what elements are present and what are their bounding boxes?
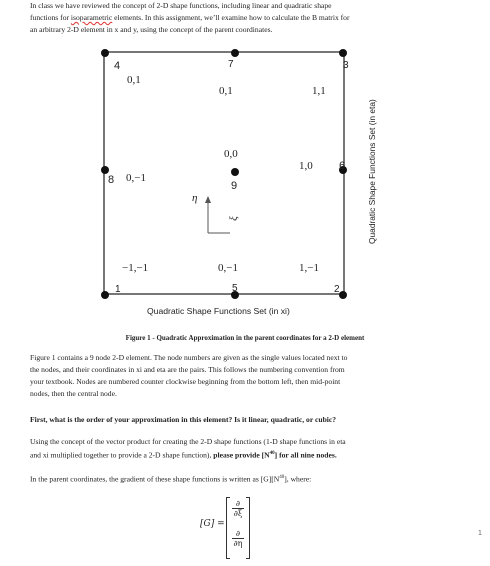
matrix-bracket bbox=[226, 497, 250, 559]
node-number-8: 8 bbox=[108, 174, 115, 186]
shape-function-request-end: ] for all nine nodes. bbox=[274, 450, 337, 460]
intro-line-2 bbox=[30, 12, 458, 24]
shape-function-superscript: 40 bbox=[269, 451, 275, 456]
x-axis-title: Quadratic Shape Functions Set (in xi) bbox=[147, 306, 290, 316]
y-axis-title: Quadratic Shape Functions Set (in eta) bbox=[367, 99, 377, 244]
gradient-superscript: 40 bbox=[279, 475, 285, 480]
matrix-entry-xi bbox=[227, 499, 249, 518]
node-number-6: 6 bbox=[339, 160, 346, 172]
coord-node-9: 0,0 bbox=[224, 148, 238, 160]
shape-function-line-1: Using the concept of the vector product for creating the 2-D shape functions (1-D shape functions in eta bbox=[30, 437, 346, 446]
matrix-entry-eta bbox=[227, 529, 249, 548]
question-order: First, what is the order of your approximation in this element? Is it linear, quadratic, or cubic? bbox=[30, 415, 337, 424]
eta-symbol: η bbox=[192, 192, 198, 204]
node-2-marker bbox=[339, 291, 347, 299]
node-number-9: 9 bbox=[231, 180, 238, 192]
partial-eta-numerator: ∂ bbox=[235, 529, 241, 538]
intro-line-1: In class we have reviewed the concept of 2-D shape functions, including linear and quadratic shape bbox=[30, 1, 332, 10]
eta-axis-arrow bbox=[205, 196, 211, 203]
coord-node-3: 1,1 bbox=[312, 85, 326, 97]
description-line-4: nodes, then the central node. bbox=[30, 389, 117, 398]
matrix-lhs: [G] = bbox=[200, 519, 225, 529]
node-number-2: 2 bbox=[334, 284, 340, 295]
gradient-paragraph bbox=[30, 472, 458, 486]
shape-function-line-2-start: and xi multiplied together to provide a 2-D shape function), bbox=[30, 450, 214, 460]
description-line-1: Figure 1 contains a 9 node 2-D element. The node numbers are given as the single values located next to bbox=[30, 353, 348, 362]
coord-node-1: −1,−1 bbox=[122, 262, 149, 274]
coord-node-5: 0,−1 bbox=[218, 262, 238, 274]
node-number-4: 4 bbox=[114, 60, 121, 72]
coord-node-7: 0,1 bbox=[219, 85, 233, 97]
intro-line-3: an arbitrary 2-D element in x and y, using the concept of the parent coordinates. bbox=[30, 25, 273, 34]
coord-node-8: 0,−1 bbox=[126, 172, 146, 184]
coord-node-6: 1,0 bbox=[299, 160, 313, 172]
shape-function-line-2 bbox=[30, 448, 458, 462]
gradient-text: In the parent coordinates, the gradient of these shape functions is written as [G][N bbox=[30, 474, 280, 484]
partial-xi-denominator: ∂ξ bbox=[233, 509, 243, 518]
shape-function-paragraph bbox=[30, 436, 458, 462]
node-3-marker bbox=[339, 49, 347, 57]
figure-caption: Figure 1 - Quadratic Approximation in the parent coordinates for a 2-D element bbox=[125, 334, 365, 342]
description-line-2: the nodes, and their coordinates in xi and eta are the pairs. This follows the numbering convention from bbox=[30, 365, 345, 374]
intro-line-2-start: functions for bbox=[30, 13, 71, 22]
node-number-3: 3 bbox=[343, 60, 349, 71]
xi-symbol: ξ bbox=[227, 216, 240, 221]
shape-function-request: please provide [N bbox=[213, 450, 270, 460]
intro-line-2-end: elements. In this assignment, we’ll examine how to calculate the B matrix for bbox=[112, 13, 350, 22]
coord-node-2: 1,−1 bbox=[299, 262, 319, 274]
partial-eta-denominator: ∂η bbox=[233, 539, 243, 548]
node-4-marker bbox=[101, 49, 109, 57]
gradient-text-end: ], where: bbox=[284, 474, 312, 484]
node-number-1: 1 bbox=[115, 284, 121, 295]
partial-xi-numerator: ∂ bbox=[235, 499, 241, 508]
node-number-5: 5 bbox=[232, 283, 238, 294]
intro-paragraph bbox=[30, 0, 458, 36]
node-9-marker bbox=[231, 168, 239, 176]
element-figure bbox=[0, 40, 490, 380]
description-paragraph bbox=[30, 352, 458, 400]
node-7-marker bbox=[231, 49, 239, 57]
description-line-3: your textbook. Nodes are numbered counter clockwise beginning from the bottom left, then mid-point bbox=[30, 377, 341, 386]
misspelled-word[interactable]: isoparametric bbox=[70, 13, 113, 22]
node-1-marker bbox=[101, 291, 109, 299]
node-number-7: 7 bbox=[228, 59, 234, 70]
node-8-marker bbox=[101, 166, 109, 174]
page-number: 1 bbox=[478, 530, 482, 537]
coord-node-4: 0,1 bbox=[127, 74, 141, 86]
